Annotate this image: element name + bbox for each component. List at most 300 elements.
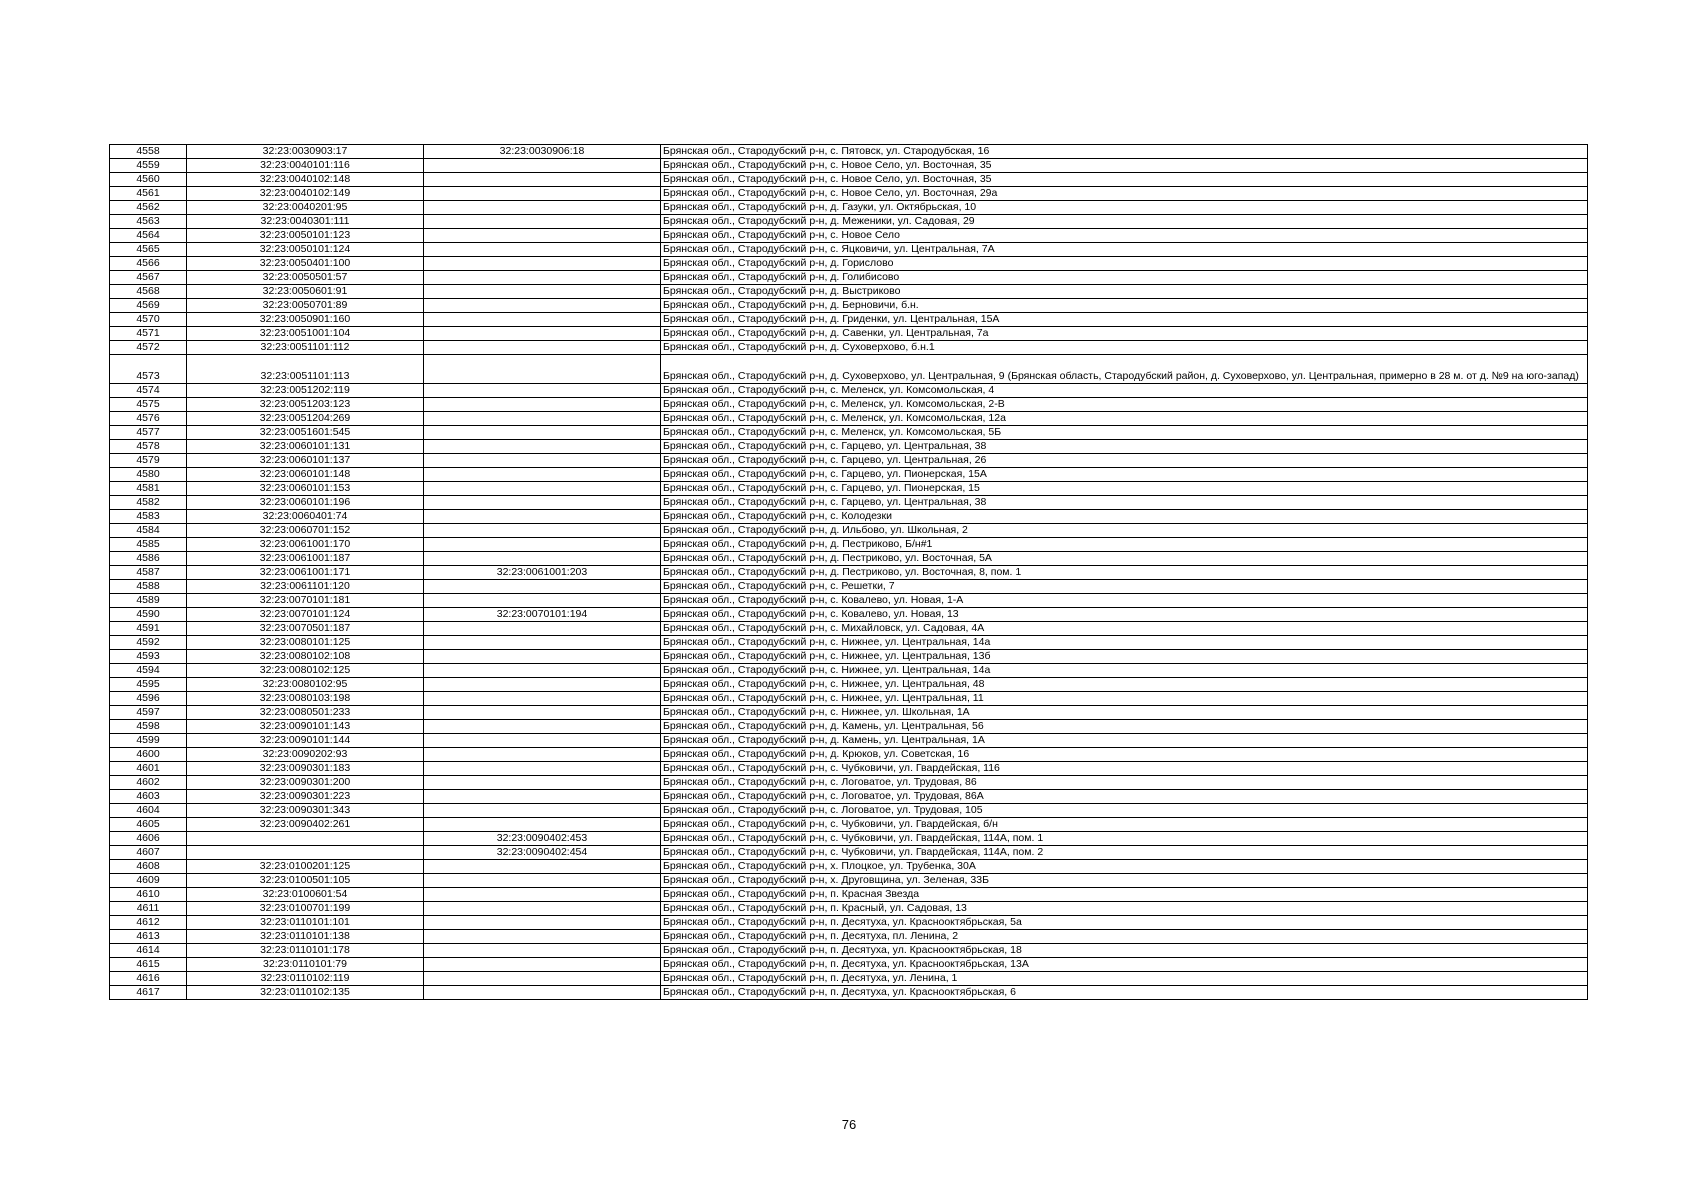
cadastral-number-cell: 32:23:0080101:125 [187,636,424,650]
row-number-cell: 4611 [110,902,187,916]
related-cadastral-number-cell [424,159,661,173]
related-cadastral-number-cell [424,243,661,257]
cadastral-number-cell: 32:23:0050101:123 [187,229,424,243]
related-cadastral-number-cell [424,299,661,313]
related-cadastral-number-cell [424,804,661,818]
cadastral-number-cell: 32:23:0090202:93 [187,748,424,762]
table-row [110,776,1588,790]
table-row [110,846,1588,860]
cadastral-number-cell: 32:23:0090101:144 [187,734,424,748]
cadastral-number-cell: 32:23:0050101:124 [187,243,424,257]
table-row [110,482,1588,496]
row-number-cell: 4593 [110,650,187,664]
related-cadastral-number-cell [424,650,661,664]
cadastral-number-cell: 32:23:0090402:261 [187,818,424,832]
address-cell: Брянская обл., Стародубский р-н, с. Чубковичи, ул. Гвардейская, 114А, пом. 1 [661,832,1588,846]
cadastral-number-cell: 32:23:0090301:183 [187,762,424,776]
row-number-cell: 4587 [110,566,187,580]
row-number-cell: 4591 [110,622,187,636]
table-row [110,538,1588,552]
address-cell: Брянская обл., Стародубский р-н, п. Десятуха, ул. Краснооктябрьская, 5а [661,916,1588,930]
cadastral-number-cell: 32:23:0050601:91 [187,285,424,299]
address-cell: Брянская обл., Стародубский р-н, с. Гарцево, ул. Центральная, 38 [661,440,1588,454]
cadastral-number-cell: 32:23:0070101:124 [187,608,424,622]
row-number-cell: 4586 [110,552,187,566]
address-cell: Брянская обл., Стародубский р-н, п. Десятуха, ул. Краснооктябрьская, 6 [661,986,1588,1000]
address-cell: Брянская обл., Стародубский р-н, д. Пестриково, ул. Восточная, 8, пом. 1 [661,566,1588,580]
address-cell: Брянская обл., Стародубский р-н, с. Пятовск, ул. Стародубская, 16 [661,145,1588,159]
address-cell: Брянская обл., Стародубский р-н, с. Логоватое, ул. Трудовая, 86А [661,790,1588,804]
cadastral-number-cell [187,832,424,846]
address-cell: Брянская обл., Стародубский р-н, с. Новое Село, ул. Восточная, 35 [661,159,1588,173]
address-cell: Брянская обл., Стародубский р-н, д. Суховерхово, б.н.1 [661,341,1588,355]
cadastral-number-cell: 32:23:0090301:223 [187,790,424,804]
table-row [110,313,1588,327]
row-number-cell: 4598 [110,720,187,734]
related-cadastral-number-cell [424,398,661,412]
table-row [110,341,1588,355]
cadastral-number-cell: 32:23:0051001:104 [187,327,424,341]
cadastral-number-cell: 32:23:0060101:196 [187,496,424,510]
address-cell: Брянская обл., Стародубский р-н, с. Меленск, ул. Комсомольская, 4 [661,384,1588,398]
address-cell: Брянская обл., Стародубский р-н, д. Камень, ул. Центральная, 56 [661,720,1588,734]
table-row [110,692,1588,706]
row-number-cell: 4602 [110,776,187,790]
table-row [110,608,1588,622]
row-number-cell: 4574 [110,384,187,398]
related-cadastral-number-cell [424,720,661,734]
address-cell: Брянская обл., Стародубский р-н, п. Красный, ул. Садовая, 13 [661,902,1588,916]
row-number-cell: 4571 [110,327,187,341]
row-number-cell: 4579 [110,454,187,468]
table-row [110,398,1588,412]
row-number-cell: 4609 [110,874,187,888]
related-cadastral-number-cell [424,454,661,468]
table-row [110,243,1588,257]
related-cadastral-number-cell: 32:23:0090402:454 [424,846,661,860]
related-cadastral-number-cell [424,902,661,916]
table-row [110,299,1588,313]
cadastral-number-cell: 32:23:0110101:178 [187,944,424,958]
table-row [110,818,1588,832]
cadastral-number-cell: 32:23:0060701:152 [187,524,424,538]
address-cell: Брянская обл., Стародубский р-н, д. Гриденки, ул. Центральная, 15А [661,313,1588,327]
address-cell: Брянская обл., Стародубский р-н, с. Меленск, ул. Комсомольская, 5Б [661,426,1588,440]
related-cadastral-number-cell [424,229,661,243]
cadastral-number-cell: 32:23:0051601:545 [187,426,424,440]
address-cell: Брянская обл., Стародубский р-н, д. Меженики, ул. Садовая, 29 [661,215,1588,229]
related-cadastral-number-cell [424,271,661,285]
row-number-cell: 4558 [110,145,187,159]
address-cell: Брянская обл., Стародубский р-н, х. Плоцкое, ул. Трубенка, 30А [661,860,1588,874]
cadastral-number-cell: 32:23:0100201:125 [187,860,424,874]
row-number-cell: 4603 [110,790,187,804]
table-row [110,860,1588,874]
related-cadastral-number-cell [424,468,661,482]
related-cadastral-number-cell [424,187,661,201]
related-cadastral-number-cell [424,748,661,762]
related-cadastral-number-cell [424,524,661,538]
related-cadastral-number-cell [424,426,661,440]
cadastral-number-cell: 32:23:0051202:119 [187,384,424,398]
cadastral-number-cell: 32:23:0061101:120 [187,580,424,594]
row-number-cell: 4570 [110,313,187,327]
related-cadastral-number-cell [424,215,661,229]
cadastral-number-cell: 32:23:0060101:148 [187,468,424,482]
table-row [110,888,1588,902]
row-number-cell: 4580 [110,468,187,482]
table-row [110,678,1588,692]
related-cadastral-number-cell: 32:23:0090402:453 [424,832,661,846]
page-number: 76 [841,1117,857,1132]
related-cadastral-number-cell [424,538,661,552]
table-row [110,930,1588,944]
cadastral-number-cell: 32:23:0100701:199 [187,902,424,916]
row-number-cell: 4577 [110,426,187,440]
address-cell: Брянская обл., Стародубский р-н, с. Чубковичи, ул. Гвардейская, 114А, пом. 2 [661,846,1588,860]
cadastral-number-cell: 32:23:0110102:135 [187,986,424,1000]
row-number-cell: 4567 [110,271,187,285]
table-row [110,271,1588,285]
cadastral-number-cell: 32:23:0090301:200 [187,776,424,790]
row-number-cell: 4606 [110,832,187,846]
table-row [110,552,1588,566]
address-cell: Брянская обл., Стародубский р-н, д. Крюков, ул. Советская, 16 [661,748,1588,762]
related-cadastral-number-cell [424,678,661,692]
table-row [110,902,1588,916]
cadastral-number-cell: 32:23:0100501:105 [187,874,424,888]
table-row [110,454,1588,468]
row-number-cell: 4610 [110,888,187,902]
related-cadastral-number-cell: 32:23:0061001:203 [424,566,661,580]
table-row [110,874,1588,888]
row-number-cell: 4564 [110,229,187,243]
table-row [110,510,1588,524]
related-cadastral-number-cell [424,818,661,832]
table-row [110,201,1588,215]
cadastral-number-cell: 32:23:0050901:160 [187,313,424,327]
related-cadastral-number-cell [424,706,661,720]
row-number-cell: 4617 [110,986,187,1000]
address-cell: Брянская обл., Стародубский р-н, д. Газуки, ул. Октябрьская, 10 [661,201,1588,215]
row-number-cell: 4568 [110,285,187,299]
address-cell: Брянская обл., Стародубский р-н, с. Чубковичи, ул. Гвардейская, б/н [661,818,1588,832]
row-number-cell: 4599 [110,734,187,748]
related-cadastral-number-cell [424,916,661,930]
table-row [110,187,1588,201]
row-number-cell: 4607 [110,846,187,860]
cadastral-number-cell: 32:23:0100601:54 [187,888,424,902]
table-row [110,440,1588,454]
row-number-cell: 4566 [110,257,187,271]
table-row [110,566,1588,580]
address-cell: Брянская обл., Стародубский р-н, п. Десятуха, ул. Краснооктябрьская, 18 [661,944,1588,958]
row-number-cell: 4572 [110,341,187,355]
table-row [110,734,1588,748]
related-cadastral-number-cell [424,201,661,215]
related-cadastral-number-cell [424,173,661,187]
address-cell: Брянская обл., Стародубский р-н, д. Выстриково [661,285,1588,299]
cadastral-number-cell: 32:23:0051101:113 [187,355,424,384]
address-cell: Брянская обл., Стародубский р-н, д. Суховерхово, ул. Центральная, 9 (Брянская область, Стародубский район, д. Суховерхово, ул. Центральная, примерно в 28 м. от д. №9 на юго-запад) [661,355,1588,384]
related-cadastral-number-cell [424,622,661,636]
row-number-cell: 4605 [110,818,187,832]
table-row [110,159,1588,173]
cadastral-number-cell: 32:23:0110102:119 [187,972,424,986]
related-cadastral-number-cell [424,734,661,748]
address-cell: Брянская обл., Стародубский р-н, с. Новое Село, ул. Восточная, 29а [661,187,1588,201]
table-row [110,986,1588,1000]
related-cadastral-number-cell [424,482,661,496]
row-number-cell: 4608 [110,860,187,874]
address-cell: Брянская обл., Стародубский р-н, с. Логоватое, ул. Трудовая, 86 [661,776,1588,790]
registry-table-body [110,145,1588,1000]
row-number-cell: 4573 [110,355,187,384]
address-cell: Брянская обл., Стародубский р-н, с. Меленск, ул. Комсомольская, 2-В [661,398,1588,412]
row-number-cell: 4584 [110,524,187,538]
row-number-cell: 4565 [110,243,187,257]
cadastral-number-cell: 32:23:0040301:111 [187,215,424,229]
table-row [110,622,1588,636]
address-cell: Брянская обл., Стародубский р-н, п. Десятуха, ул. Ленина, 1 [661,972,1588,986]
address-cell: Брянская обл., Стародубский р-н, с. Логоватое, ул. Трудовая, 105 [661,804,1588,818]
table-row [110,468,1588,482]
related-cadastral-number-cell [424,552,661,566]
cadastral-number-cell: 32:23:0040102:149 [187,187,424,201]
table-row [110,384,1588,398]
address-cell: Брянская обл., Стародубский р-н, п. Красная Звезда [661,888,1588,902]
cadastral-number-cell: 32:23:0040101:116 [187,159,424,173]
related-cadastral-number-cell [424,636,661,650]
cadastral-number-cell: 32:23:0050701:89 [187,299,424,313]
related-cadastral-number-cell [424,986,661,1000]
row-number-cell: 4600 [110,748,187,762]
cadastral-number-cell: 32:23:0051203:123 [187,398,424,412]
cadastral-number-cell: 32:23:0110101:101 [187,916,424,930]
table-row [110,664,1588,678]
row-number-cell: 4582 [110,496,187,510]
address-cell: Брянская обл., Стародубский р-н, с. Яцковичи, ул. Центральная, 7А [661,243,1588,257]
address-cell: Брянская обл., Стародубский р-н, д. Голибисово [661,271,1588,285]
address-cell: Брянская обл., Стародубский р-н, с. Ковалево, ул. Новая, 13 [661,608,1588,622]
address-cell: Брянская обл., Стародубский р-н, д. Камень, ул. Центральная, 1А [661,734,1588,748]
related-cadastral-number-cell [424,440,661,454]
table-row [110,524,1588,538]
address-cell: Брянская обл., Стародубский р-н, х. Друговщина, ул. Зеленая, 33Б [661,874,1588,888]
cadastral-number-cell: 32:23:0061001:170 [187,538,424,552]
address-cell: Брянская обл., Стародубский р-н, с. Гарцево, ул. Пионерская, 15А [661,468,1588,482]
cadastral-number-cell: 32:23:0051101:112 [187,341,424,355]
cadastral-number-cell: 32:23:0040201:95 [187,201,424,215]
related-cadastral-number-cell [424,580,661,594]
table-row [110,720,1588,734]
cadastral-number-cell: 32:23:0060401:74 [187,510,424,524]
address-cell: Брянская обл., Стародубский р-н, с. Гарцево, ул. Центральная, 26 [661,454,1588,468]
cadastral-number-cell: 32:23:0080102:95 [187,678,424,692]
table-row [110,580,1588,594]
cadastral-number-cell: 32:23:0090301:343 [187,804,424,818]
table-row [110,944,1588,958]
table-row [110,327,1588,341]
table-row [110,229,1588,243]
table-row [110,496,1588,510]
address-cell: Брянская обл., Стародубский р-н, п. Десятуха, пл. Ленина, 2 [661,930,1588,944]
address-cell: Брянская обл., Стародубский р-н, д. Горислово [661,257,1588,271]
related-cadastral-number-cell [424,874,661,888]
related-cadastral-number-cell [424,327,661,341]
table-row [110,636,1588,650]
address-cell: Брянская обл., Стародубский р-н, с. Новое Село [661,229,1588,243]
address-cell: Брянская обл., Стародубский р-н, д. Савенки, ул. Центральная, 7а [661,327,1588,341]
address-cell: Брянская обл., Стародубский р-н, д. Берновичи, б.н. [661,299,1588,313]
table-row [110,412,1588,426]
cadastral-number-cell: 32:23:0051204:269 [187,412,424,426]
cadastral-number-cell: 32:23:0060101:131 [187,440,424,454]
cadastral-number-cell: 32:23:0080103:198 [187,692,424,706]
address-cell: Брянская обл., Стародубский р-н, с. Нижнее, ул. Центральная, 11 [661,692,1588,706]
cadastral-number-cell: 32:23:0070101:181 [187,594,424,608]
address-cell: Брянская обл., Стародубский р-н, д. Пестриково, Б/н#1 [661,538,1588,552]
table-row [110,916,1588,930]
row-number-cell: 4592 [110,636,187,650]
address-cell: Брянская обл., Стародубский р-н, с. Чубковичи, ул. Гвардейская, 116 [661,762,1588,776]
address-cell: Брянская обл., Стародубский р-н, с. Нижнее, ул. Центральная, 13б [661,650,1588,664]
table-row [110,285,1588,299]
cadastral-number-cell: 32:23:0090101:143 [187,720,424,734]
table-row [110,706,1588,720]
related-cadastral-number-cell [424,944,661,958]
related-cadastral-number-cell [424,355,661,384]
cadastral-number-cell: 32:23:0050401:100 [187,257,424,271]
row-number-cell: 4583 [110,510,187,524]
related-cadastral-number-cell [424,285,661,299]
address-cell: Брянская обл., Стародубский р-н, п. Десятуха, ул. Краснооктябрьская, 13А [661,958,1588,972]
address-cell: Брянская обл., Стародубский р-н, с. Нижнее, ул. Центральная, 14а [661,636,1588,650]
related-cadastral-number-cell [424,313,661,327]
row-number-cell: 4613 [110,930,187,944]
related-cadastral-number-cell [424,412,661,426]
address-cell: Брянская обл., Стародубский р-н, с. Нижнее, ул. Школьная, 1А [661,706,1588,720]
row-number-cell: 4597 [110,706,187,720]
related-cadastral-number-cell [424,384,661,398]
related-cadastral-number-cell [424,692,661,706]
address-cell: Брянская обл., Стародубский р-н, с. Решетки, 7 [661,580,1588,594]
row-number-cell: 4576 [110,412,187,426]
related-cadastral-number-cell [424,496,661,510]
cadastral-number-cell: 32:23:0050501:57 [187,271,424,285]
cadastral-number-cell: 32:23:0110101:138 [187,930,424,944]
row-number-cell: 4595 [110,678,187,692]
table-row [110,832,1588,846]
related-cadastral-number-cell [424,341,661,355]
table-row [110,972,1588,986]
address-cell: Брянская обл., Стародубский р-н, с. Михайловск, ул. Садовая, 4А [661,622,1588,636]
row-number-cell: 4589 [110,594,187,608]
related-cadastral-number-cell [424,860,661,874]
address-cell: Брянская обл., Стародубский р-н, с. Колодезки [661,510,1588,524]
row-number-cell: 4614 [110,944,187,958]
row-number-cell: 4559 [110,159,187,173]
row-number-cell: 4616 [110,972,187,986]
cadastral-number-cell: 32:23:0080102:125 [187,664,424,678]
related-cadastral-number-cell [424,888,661,902]
cadastral-number-cell: 32:23:0030903:17 [187,145,424,159]
table-row [110,748,1588,762]
row-number-cell: 4563 [110,215,187,229]
related-cadastral-number-cell [424,790,661,804]
address-cell: Брянская обл., Стародубский р-н, с. Нижнее, ул. Центральная, 14а [661,664,1588,678]
related-cadastral-number-cell: 32:23:0070101:194 [424,608,661,622]
address-cell: Брянская обл., Стародубский р-н, д. Пестриково, ул. Восточная, 5А [661,552,1588,566]
row-number-cell: 4561 [110,187,187,201]
related-cadastral-number-cell [424,762,661,776]
row-number-cell: 4575 [110,398,187,412]
related-cadastral-number-cell [424,930,661,944]
table-row [110,594,1588,608]
row-number-cell: 4560 [110,173,187,187]
table-row [110,790,1588,804]
cadastral-number-cell [187,846,424,860]
address-cell: Брянская обл., Стародубский р-н, с. Нижнее, ул. Центральная, 48 [661,678,1588,692]
cadastral-number-cell: 32:23:0061001:171 [187,566,424,580]
related-cadastral-number-cell [424,776,661,790]
address-cell: Брянская обл., Стародубский р-н, с. Гарцево, ул. Центральная, 38 [661,496,1588,510]
related-cadastral-number-cell [424,594,661,608]
table-row [110,958,1588,972]
row-number-cell: 4601 [110,762,187,776]
row-number-cell: 4590 [110,608,187,622]
cadastral-number-cell: 32:23:0080501:233 [187,706,424,720]
property-registry-table [109,144,1588,1000]
table-row [110,762,1588,776]
row-number-cell: 4612 [110,916,187,930]
cadastral-number-cell: 32:23:0060101:153 [187,482,424,496]
related-cadastral-number-cell [424,664,661,678]
cadastral-number-cell: 32:23:0061001:187 [187,552,424,566]
row-number-cell: 4578 [110,440,187,454]
cadastral-number-cell: 32:23:0070501:187 [187,622,424,636]
table-row [110,257,1588,271]
row-number-cell: 4596 [110,692,187,706]
row-number-cell: 4581 [110,482,187,496]
address-cell: Брянская обл., Стародубский р-н, с. Новое Село, ул. Восточная, 35 [661,173,1588,187]
cadastral-number-cell: 32:23:0040102:148 [187,173,424,187]
row-number-cell: 4615 [110,958,187,972]
related-cadastral-number-cell [424,958,661,972]
row-number-cell: 4588 [110,580,187,594]
table-row [110,355,1588,384]
row-number-cell: 4604 [110,804,187,818]
cadastral-number-cell: 32:23:0110101:79 [187,958,424,972]
cadastral-number-cell: 32:23:0080102:108 [187,650,424,664]
address-cell: Брянская обл., Стародубский р-н, с. Меленск, ул. Комсомольская, 12а [661,412,1588,426]
related-cadastral-number-cell: 32:23:0030906:18 [424,145,661,159]
row-number-cell: 4594 [110,664,187,678]
related-cadastral-number-cell [424,510,661,524]
row-number-cell: 4562 [110,201,187,215]
related-cadastral-number-cell [424,972,661,986]
table-row [110,215,1588,229]
table-row [110,145,1588,159]
related-cadastral-number-cell [424,257,661,271]
table-row [110,426,1588,440]
address-cell: Брянская обл., Стародубский р-н, с. Ковалево, ул. Новая, 1-А [661,594,1588,608]
row-number-cell: 4585 [110,538,187,552]
table-row [110,650,1588,664]
row-number-cell: 4569 [110,299,187,313]
cadastral-number-cell: 32:23:0060101:137 [187,454,424,468]
address-cell: Брянская обл., Стародубский р-н, с. Гарцево, ул. Пионерская, 15 [661,482,1588,496]
